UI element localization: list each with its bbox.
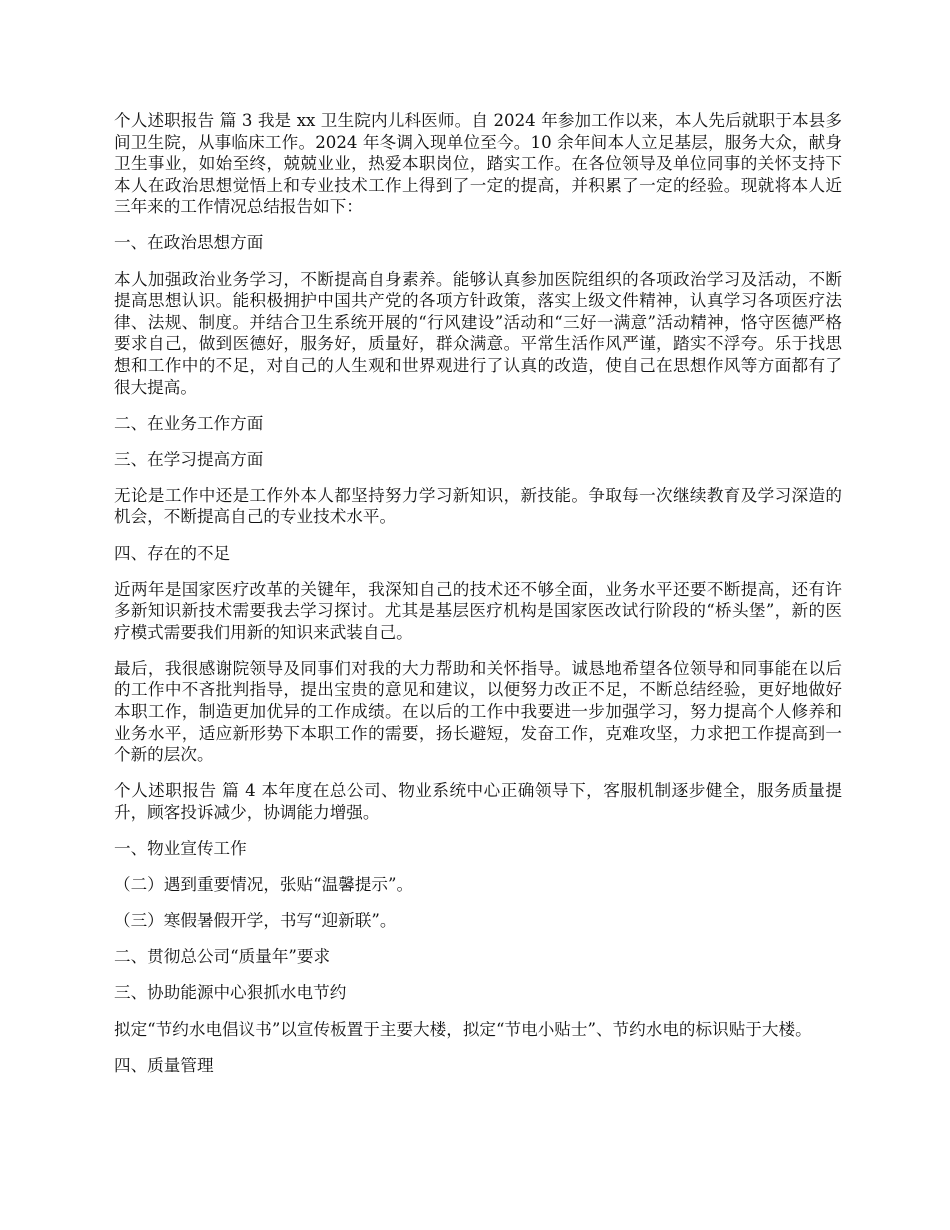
heading-learning: 三、在学习提高方面 xyxy=(114,449,264,469)
document-body xyxy=(114,110,842,1091)
heading-property-publicity: 一、物业宣传工作 xyxy=(114,839,247,859)
paragraph-learning: 无论是工作中还是工作外本人都坚持努力学习新知识，新技能。争取每一次继续教育及学习深造的机会，不断提高自己的专业技术水平。 xyxy=(114,485,842,527)
paragraph-shortcomings: 近两年是国家医疗改革的关键年，我深知自己的技术还不够全面，业务水平还要不断提高，还有许多新知识新技术需要我去学习探讨。尤其是基层医疗机构是国家医改试行阶段的“桥头堡”，新的医疗模式需要我们用新的知识来武装自己。 xyxy=(114,579,842,642)
paragraph-intro-report-3: 个人述职报告 篇 3 我是 xx 卫生院内儿科医师。自 2024 年参加工作以来，本人先后就职于本县多间卫生院，从事临床工作。2024 年冬调入现单位至今。10 余年间本人立足基层，服务大众，献身卫生事业，如始至终，兢兢业业，热爱本职岗位，踏实工作。在各位领导及单位同事的关怀支持下本人在政治思想觉悟上和专业技术工作上得到了一定的提高，并积累了一定的经验。现就将本人近三年来的工作情况总结报告如下： xyxy=(114,111,842,217)
paragraph-intro-report-4: 个人述职报告 篇 4 本年度在总公司、物业系统中心正确领导下，客服机制逐步健全，服务质量提升，顾客投诉减少，协调能力增强。 xyxy=(114,781,842,822)
heading-shortcomings: 四、存在的不足 xyxy=(114,543,231,563)
heading-political-thought: 一、在政治思想方面 xyxy=(114,233,264,253)
heading-energy-saving: 三、协助能源中心狠抓水电节约 xyxy=(114,983,347,1003)
list-item-couplets: （三）寒假暑假开学，书写“迎新联”。 xyxy=(114,911,397,931)
heading-quality-year: 二、贯彻总公司“质量年”要求 xyxy=(114,947,331,967)
paragraph-political-thought: 本人加强政治业务学习，不断提高自身素养。能够认真参加医院组织的各项政治学习及活动，不断提高思想认识。能积极拥护中国共产党的各项方针政策，落实上级文件精神，认真学习各项医疗法律、法规、制度。并结合卫生系统开展的“行风建设”活动和“三好一满意”活动精神，恪守医德严格要求自己，做到医德好，服务好，质量好，群众满意。平常生活作风严谨，踏实不浮夸。乐于找思想和工作中的不足，对自己的人生观和世界观进行了认真的改造，使自己在思想作风等方面都有了很大提高。 xyxy=(114,269,842,397)
list-item-warm-tips: （二）遇到重要情况，张贴“温馨提示”。 xyxy=(114,875,414,895)
paragraph-energy-saving: 拟定“节约水电倡议书”以宣传板置于主要大楼，拟定“节电小贴士”、节约水电的标识贴于大楼。 xyxy=(114,1019,812,1039)
paragraph-conclusion: 最后，我很感谢院领导及同事们对我的大力帮助和关怀指导。诚恳地希望各位领导和同事能在以后的工作中不吝批判指导，提出宝贵的意见和建议，以便努力改正不足，不断总结经验，更好地做好本职工作，制造更加优异的工作成绩。在以后的工作中我要进一步加强学习，努力提高个人修养和业务水平，适应新形势下本职工作的需要，扬长避短，发奋工作，克难攻坚，力求把工作提高到一个新的层次。 xyxy=(114,658,842,765)
heading-business-work: 二、在业务工作方面 xyxy=(114,413,264,433)
heading-quality-management: 四、质量管理 xyxy=(114,1055,214,1075)
